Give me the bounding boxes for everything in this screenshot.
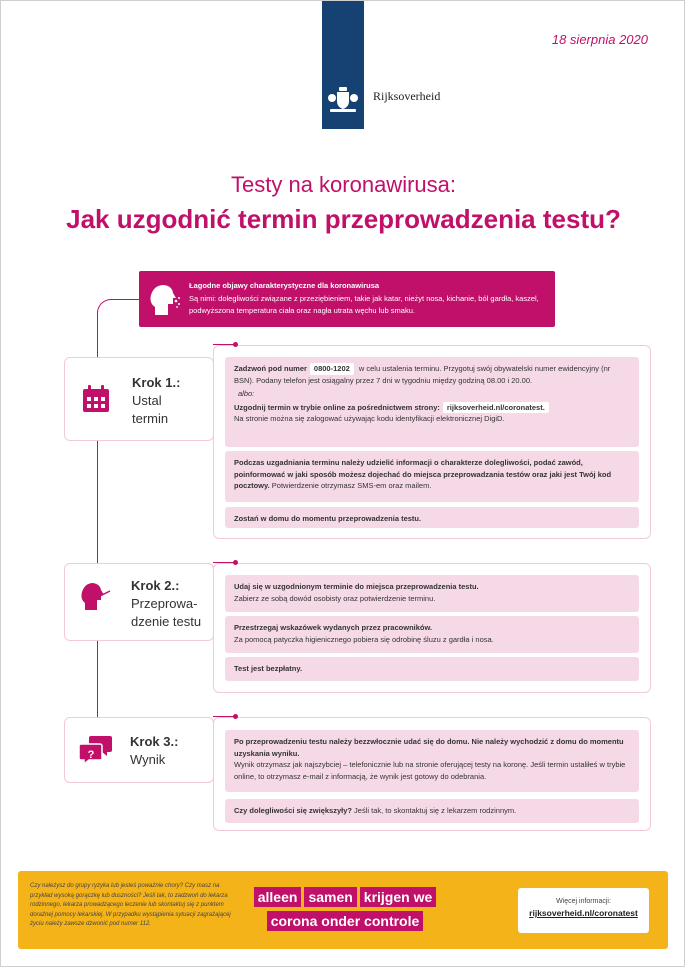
step-2-item-1-text: Zabierz ze sobą dowód osobisty oraz potwierdzenie terminu. [234,593,436,603]
step-3-item-1-text: Wynik otrzymasz jak najszybciej – telefonicznie lub na stronie oferującej testy na koronę. Jeśli termin ustaliłeś w trybie online, to otrzymasz e-mail z informacją, że wynik jest gotowy do odebrania. [234,760,626,781]
footer-banner [18,871,668,949]
coronatest-link[interactable]: rijksoverheid.nl/coronatest. [443,402,549,414]
step-1-item-3-bold: Zostań w domu do momentu przeprowadzenia testu. [234,514,422,523]
coat-of-arms-icon [326,85,360,115]
slogan [251,887,439,935]
connector-line [213,716,235,717]
speech-bubbles-icon [79,734,113,766]
slogan-word: krijgen we [360,887,436,907]
step-2-item-1-bold: Udaj się w uzgodnionym terminie do miejsca przeprowadzenia testu. [234,582,479,591]
calendar-icon [81,384,111,414]
step-1-item-3 [225,507,639,528]
date: 18 sierpnia 2020 [551,32,648,47]
step-2-item-3-bold: Test jest bezpłatny. [234,664,303,673]
step-2-item-2-bold: Przestrzegaj wskazówek wydanych przez pracowników. [234,623,433,632]
more-info-label: Więcej informacji: [556,898,611,905]
step-3-item-2-text: Jeśli tak, to skontaktuj się z lekarzem rodzinnym. [351,806,517,815]
sneeze-head-icon [149,281,181,317]
step-1-item-2 [225,451,639,502]
step-1-item-2-bold: Podczas uzgadniania terminu należy udzielić informacji o charakterze dolegliwości, podać zawód, poinformować w jaki sposób możesz dojechać do miejsca przeprowadzania testów oraz jaki jest Twój kod pocztowy. [234,458,612,490]
title-line-1: Testy na koronawirusa: [231,172,456,197]
title-line-2: Jak uzgodnić termin przeprowadzenia testu? [66,204,621,234]
online-label: Uzgodnij termin w trybie online za pośrednictwem strony: [234,402,440,412]
step-2-item-2 [225,616,639,653]
more-info-box [518,888,649,933]
connector-line [97,299,139,359]
step-2-item-1 [225,575,639,612]
step-2-item-3 [225,657,639,681]
call-text: w celu ustalenia terminu. Przygotuj swój obywatelski numer ewidencyjny (nr BSN). Podany telefon jest osiągalny przez 7 dni w tygodniu między godziną 08.00 i 20.00. [234,364,611,385]
call-instruction [234,363,630,386]
svg-text:?: ? [87,749,95,761]
phone-number[interactable]: 0800-1202 [310,363,354,375]
online-text: Na stronie można się zalogować używając kodu identyfikacji elektronicznej DigiD. [234,414,505,423]
step-2-name-line-1: Przeprowa- [131,596,198,611]
step-3-name: Wynik [130,752,166,767]
step-2-name-line-2: dzenie testu [131,614,202,629]
step-1-label [132,374,180,428]
symptoms-box [139,271,555,327]
online-instruction [234,402,630,425]
step-3-item-1 [225,730,639,792]
step-1-item-1 [225,357,639,447]
call-label: Zadzwoń pod numer [234,364,307,373]
step-2-number: Krok 2.: [131,578,180,593]
connector-line [213,562,235,563]
connector-line [213,344,235,345]
step-3-item-2 [225,799,639,823]
step-1-number: Krok 1.: [132,375,181,390]
step-3-label [130,733,178,769]
slogan-word: corona onder controle [267,911,424,931]
connector-line [97,441,98,563]
government-logo [322,1,364,129]
step-3-number: Krok 3.: [130,734,179,749]
step-3-item-1-bold: Po przeprowadzeniu testu należy bezzwłocznie udać się do domu. Nie należy wychodzić z domu do momentu uzyskania wyniku. [234,737,624,758]
step-1-name-line-2: termin [132,411,169,426]
risk-group-text: Czy należysz do grupy ryzyka lub jesteś poważnie chory? Czy masz na przykład wysoką gorączkę lub duszności? Jeśli tak, to zadzwoń do lekarza rodzinnego, lekarza prowadzącego leczenie lub skontaktuj się z punktem doraźnej pomocy lekarskiej. W przypadku wystąpienia sytuacji zagrażającej życiu należy zawsze dzwonić pod numer 112. [30,883,231,927]
step-1-name-line-1: Ustal [132,393,162,408]
logo-text: Rijksoverheid [373,89,441,103]
step-2-item-2-text: Za pomocą patyczka higienicznego pobiera się odrobinę śluzu z gardła i nosa. [234,634,494,644]
step-2-label [131,577,201,631]
swab-test-icon [81,579,111,611]
symptoms-text: Są nimi: dolegliwości związane z przeziębieniem, takie jak katar, nieżyt nosa, kichanie, ból gardła, kaszel, podwyższona temperatura ciała oraz nagła utrata węchu lub smaku. [189,294,539,315]
slogan-word: alleen [254,887,302,907]
step-3-item-2-bold: Czy dolegliwości się zwiększyły? [234,806,352,815]
symptoms-title: Łagodne objawy charakterystyczne dla koronawirusa [189,281,380,290]
step-1-item-2-text: Potwierdzenie otrzymasz SMS-em oraz mailem. [269,481,432,490]
more-info-link[interactable]: rijksoverheid.nl/coronatest [529,908,638,918]
slogan-word: samen [304,887,356,907]
alternative-label: albo: [238,389,255,398]
